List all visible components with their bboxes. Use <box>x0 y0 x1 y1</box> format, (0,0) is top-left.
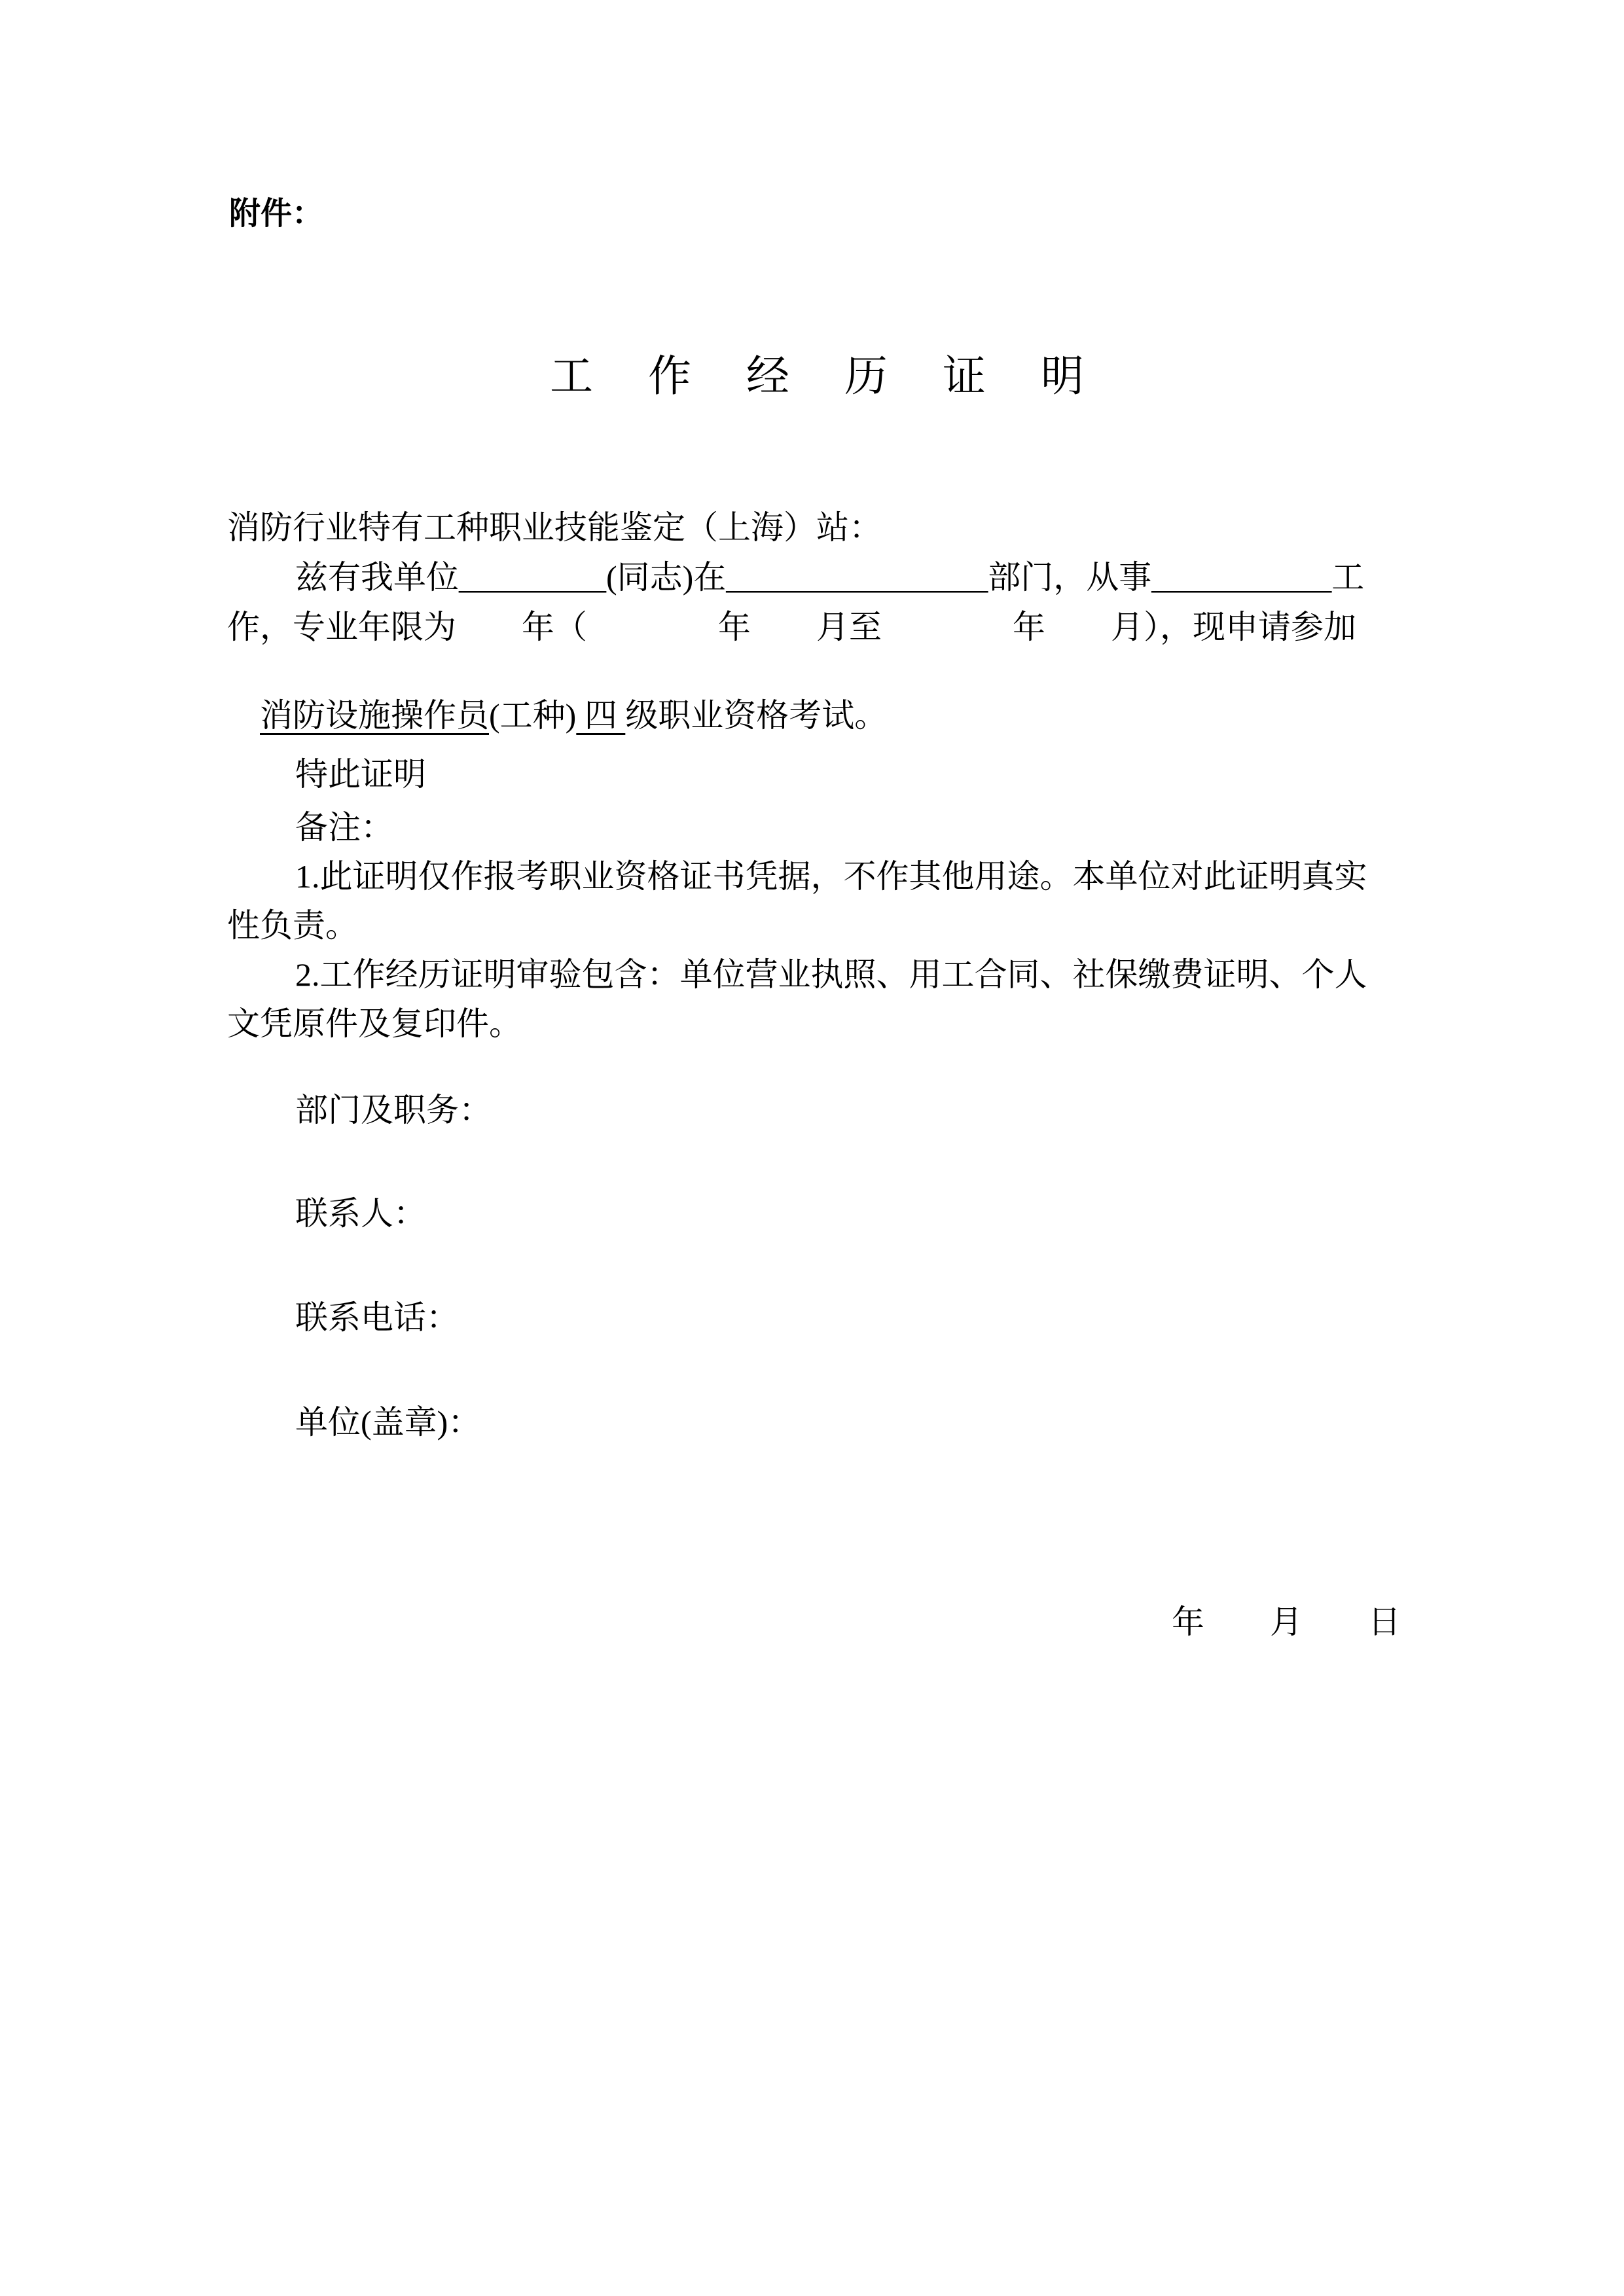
exam-name-text: 级职业资格考试。 <box>625 697 888 734</box>
date-line: 年 月 日 <box>1172 1604 1401 1640</box>
note1-line-1: 1.此证明仅作报考职业资格证书凭据，不作其他用途。本单位对此证明真实 <box>295 858 1367 895</box>
note2-line-2: 文凭原件及复印件。 <box>227 1005 522 1042</box>
certify-statement: 特此证明 <box>295 756 426 793</box>
body-line-2: 作，专业年限为 年（ 年 月至 年 月），现申请参加 <box>227 609 1356 645</box>
note1-line-2: 性负责。 <box>227 907 358 944</box>
note2-line-1: 2.工作经历证明审验包含：单位营业执照、用工合同、社保缴费证明、个人 <box>295 956 1367 993</box>
salutation-line: 消防行业特有工种职业技能鉴定（上海）站： <box>227 509 882 546</box>
work-type-parenthetical: (工种) <box>489 697 577 734</box>
contact-phone-label: 联系电话： <box>295 1299 459 1336</box>
department-position-label: 部门及职务： <box>295 1092 492 1128</box>
level-blank-underlined: 四 <box>576 697 626 734</box>
notes-label: 备注： <box>295 809 393 846</box>
document-title: 工 作 经 历 证 明 <box>550 353 1090 401</box>
occupation-name-underlined: 消防设施操作员 <box>260 697 489 734</box>
contact-person-label: 联系人： <box>295 1195 426 1232</box>
unit-seal-label: 单位(盖章)： <box>295 1404 481 1441</box>
body-line-1: 兹有我单位_________(同志)在________________部门，从事___________工 <box>295 559 1365 596</box>
attachment-label: 附件： <box>229 196 324 231</box>
